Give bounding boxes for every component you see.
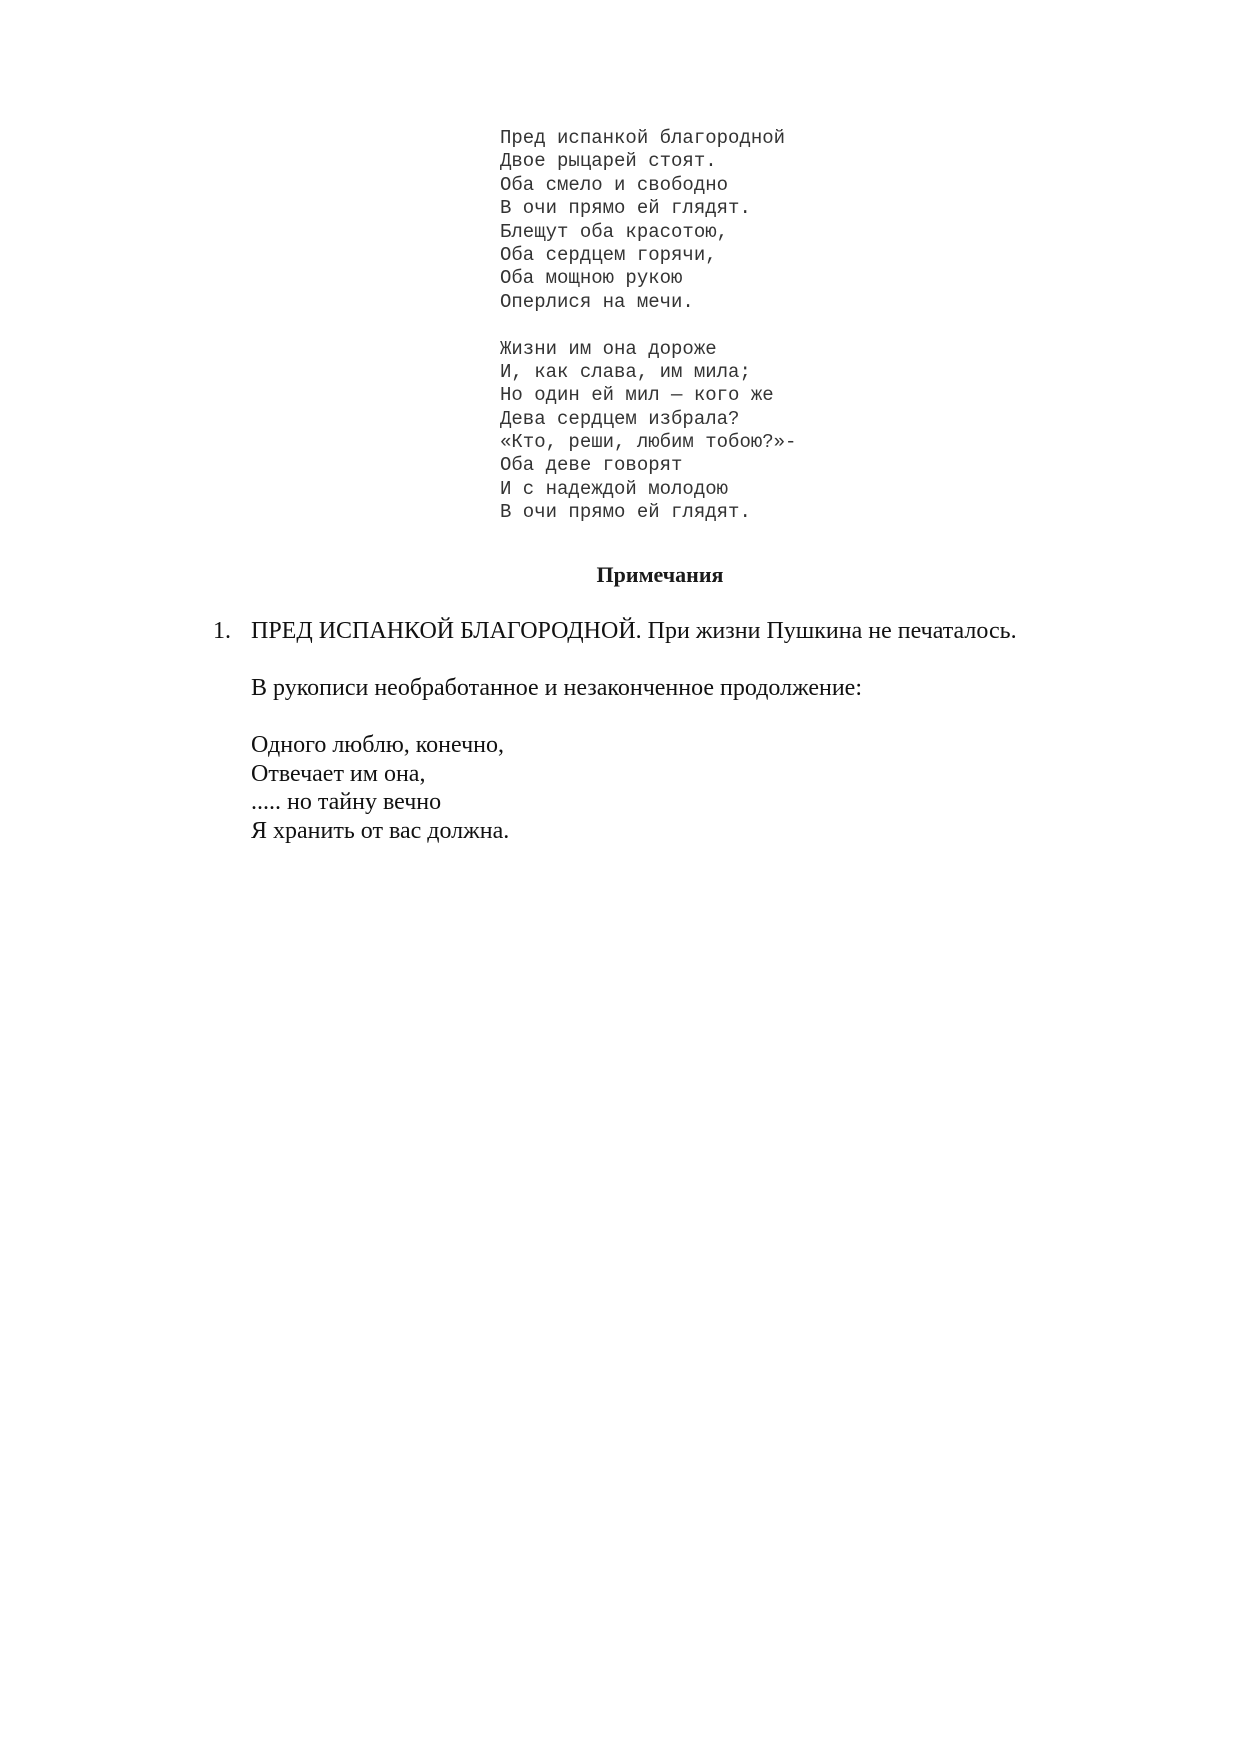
note-intro: ПРЕД ИСПАНКОЙ БЛАГОРОДНОЙ. При жизни Пушкина не печаталось. (251, 618, 1017, 644)
poem-line: В очи прямо ей глядят. (500, 501, 751, 524)
poem-line: Блещут оба красотою, (500, 220, 729, 243)
excerpt-line: Одного люблю, конечно, (251, 732, 504, 758)
excerpt-line: Я хранить от вас должна. (251, 817, 510, 844)
note-body (251, 617, 1151, 845)
note-continuation-intro: В рукописи необработанное и незаконченное продолжение: (251, 675, 862, 701)
poem-line: Оба сердцем горячи, (500, 243, 717, 266)
poem-stanza-1 (500, 127, 796, 314)
poem-stanza-2 (500, 338, 796, 525)
note-number: 1. (213, 618, 231, 644)
poem-line: В очи прямо ей глядят. (500, 197, 751, 220)
poem-line: Жизни им она дороже (500, 337, 717, 360)
poem-line: Оперлися на мечи. (500, 290, 694, 313)
poem-line: И, как слава, им мила; (500, 360, 751, 383)
note-excerpt (251, 731, 1151, 845)
poem-line: Двое рыцарей стоят. (500, 150, 717, 173)
poem-line: Но один ей мил — кого же (500, 384, 774, 407)
poem (500, 127, 796, 548)
poem-line: «Кто, реши, любим тобою?»- (500, 431, 797, 454)
poem-line: И с надеждой молодою (500, 477, 729, 500)
poem-line: Оба мощною рукою (500, 267, 683, 290)
excerpt-line: Отвечает им она, (251, 760, 426, 787)
poem-line: Дева сердцем избрала? (500, 407, 740, 430)
poem-line: Оба смело и свободно (500, 173, 729, 196)
excerpt-line: ..... но тайну вечно (251, 789, 442, 815)
poem-line: Пред испанкой благородной (500, 127, 786, 149)
poem-line: Оба деве говорят (500, 454, 683, 477)
notes-title: Примечания (596, 562, 724, 587)
